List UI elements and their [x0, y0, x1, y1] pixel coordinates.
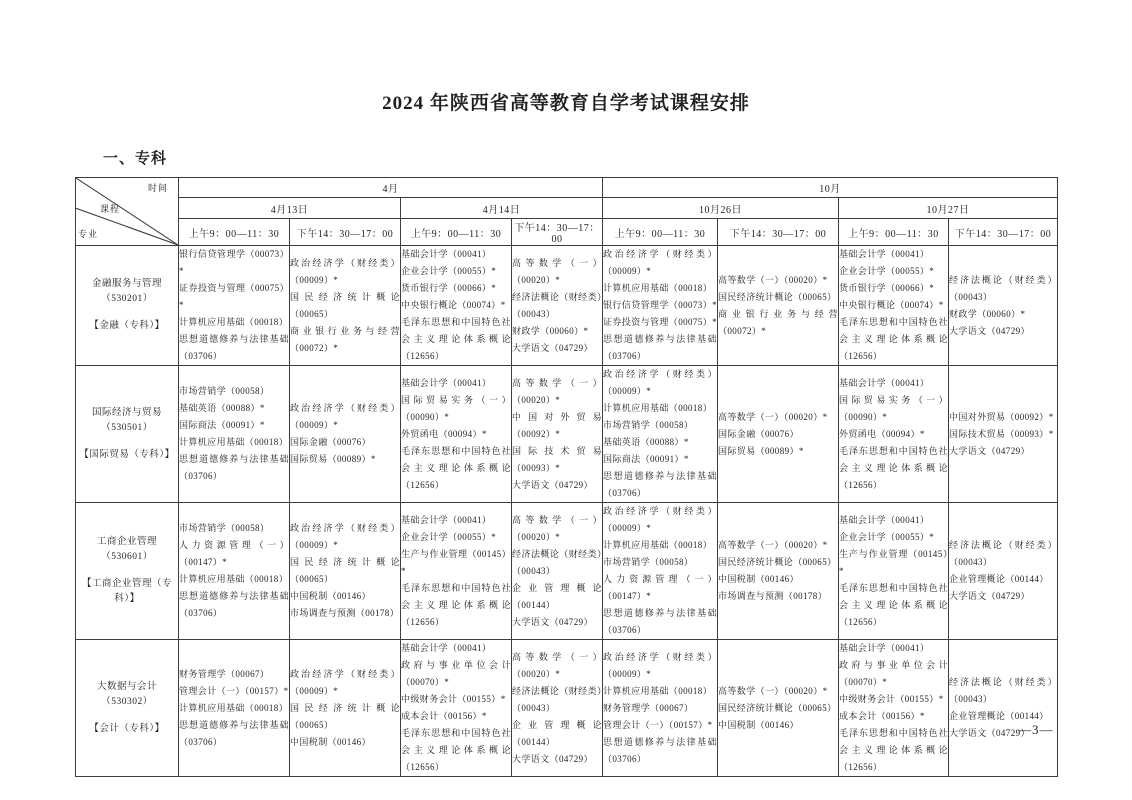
date-header: 4月14日 [401, 198, 603, 219]
schedule-cell [401, 640, 512, 777]
schedule-cell [512, 640, 603, 777]
course-item: 政治经济学（财经类）（00009）* [290, 403, 400, 430]
course-item: 政府与事业单位会计（00070）* [401, 660, 511, 687]
course-item: 高等数学（一）（00020）* [718, 540, 828, 550]
course-item: 经济法概论（财经类）（00043） [949, 540, 1057, 567]
course-item: 国民经济统计概论（00065） [718, 557, 837, 567]
course-item: 经济法概论（财经类）（00043） [949, 677, 1057, 704]
course-item: 生产与作业管理（00145）* [839, 548, 948, 576]
course-item: 计算机应用基础（00018） [179, 317, 289, 327]
course-item: 经济法概论（财经类）（00043） [512, 548, 602, 576]
course-item: 市场营销学（00058） [603, 420, 694, 430]
course-item: 高等数学（一）（00020）* [512, 651, 602, 679]
schedule-cell [290, 246, 401, 366]
schedule-cell [401, 366, 512, 503]
course-item: 基础会计学（00041） [839, 249, 930, 259]
session-header: 上午9：00—11：30 [179, 219, 290, 246]
schedule-cell [603, 640, 718, 777]
corner-label-time: 时间 [147, 183, 168, 193]
header-month-row [76, 178, 1058, 198]
schedule-cell [603, 366, 718, 503]
major-name: 国际经济与贸易（530501） [91, 407, 162, 433]
course-item: 思想道德修养与法律基础（03706） [603, 608, 717, 635]
table-row [76, 503, 1058, 640]
course-item: 基础英语（00088）* [603, 437, 689, 447]
course-item: 商业银行业务与经营（00072）* [718, 308, 838, 336]
date-header: 10月27日 [839, 198, 1058, 219]
course-item: 中国税制（00146） [290, 591, 371, 601]
corner-label-course: 课程 [100, 204, 121, 214]
month-header-october: 10月 [603, 178, 1058, 198]
course-item: 财务管理学（00067） [179, 668, 270, 679]
major-note: 【工商企业管理（专科）】 [81, 579, 172, 604]
course-item: 计算机应用基础（00018） [603, 403, 713, 413]
course-item: 国民经济统计概论（00065） [718, 702, 837, 713]
course-item: 毛泽东思想和中国特色社会主义理论体系概论（12656） [839, 728, 948, 772]
course-item: 政府与事业单位会计（00070）* [839, 660, 948, 687]
course-item: 企业会计学（00055）* [401, 266, 497, 276]
session-header: 上午9：00—11：30 [603, 219, 718, 246]
course-item: 毛泽东思想和中国特色社会主义理论体系概论（12656） [839, 582, 948, 627]
course-item: 国际技术贸易（00093）* [512, 445, 602, 473]
course-item: 管理会计（一）（00157）* [603, 719, 713, 730]
course-item: 企业管理概论（00144） [512, 582, 602, 610]
date-header: 10月26日 [603, 198, 839, 219]
schedule-body [76, 246, 1058, 777]
course-item: 企业管理概论（00144） [949, 711, 1049, 721]
course-item: 基础会计学（00041） [839, 643, 930, 653]
schedule-cell [512, 503, 603, 640]
schedule-cell [290, 503, 401, 640]
major-name: 大数据与会计（530302） [96, 681, 157, 707]
course-item: 人力资源管理（一）（00147）* [603, 574, 717, 601]
course-item: 基础会计学（00041） [401, 643, 492, 653]
session-header: 上午9：00—11：30 [839, 219, 949, 246]
course-item: 财政学（00060）* [949, 308, 1026, 319]
schedule-cell [949, 366, 1058, 503]
course-item: 国民经济统计概论（00065） [290, 291, 400, 319]
course-item: 毛泽东思想和中国特色社会主义理论体系概论（12656） [839, 445, 948, 490]
course-item: 大学语文（04729） [512, 479, 593, 490]
course-item: 中央银行概论（00074）* [401, 300, 506, 310]
course-item: 财政学（00060）* [512, 325, 589, 336]
course-item: 企业会计学（00055）* [839, 531, 935, 542]
course-item: 基础会计学（00041） [839, 514, 930, 525]
schedule-cell [839, 246, 949, 366]
page-number: —3— [1018, 722, 1054, 737]
major-note: 【金融（专科）】 [89, 321, 165, 331]
course-item: 经济法概论（财经类）（00043） [512, 291, 602, 319]
major-cell [76, 503, 179, 640]
course-item: 管理会计（一）（00157）* [179, 685, 289, 696]
course-item: 基础会计学（00041） [839, 377, 930, 388]
course-item: 经济法概论（财经类）（00043） [949, 274, 1057, 302]
session-header: 下午14：30—17：00 [718, 219, 839, 246]
course-item: 高等数学（一）（00020）* [718, 411, 828, 422]
course-item: 经济法概论（财经类）（00043） [512, 685, 602, 713]
schedule-cell [290, 640, 401, 777]
schedule-cell [512, 246, 603, 366]
course-item: 中级财务会计（00155）* [401, 694, 506, 704]
course-item: 高等数学（一）（00020）* [718, 685, 828, 696]
course-item: 企业会计学（00055）* [839, 266, 935, 276]
course-item: 毛泽东思想和中国特色社会主义理论体系概论（12656） [401, 728, 511, 772]
course-item: 大学语文（04729） [512, 342, 593, 353]
course-item: 政治经济学（财经类）（00009）* [603, 506, 717, 533]
course-item: 毛泽东思想和中国特色社会主义理论体系概论（12656） [839, 317, 948, 361]
course-item: 国民经济统计概论（00065） [290, 557, 400, 584]
course-item: 中级财务会计（00155）* [839, 694, 944, 704]
section-heading: 一、专科 [103, 151, 168, 167]
course-item: 大学语文（04729） [512, 616, 593, 627]
session-header: 上午9：00—11：30 [401, 219, 512, 246]
schedule-cell [179, 503, 290, 640]
major-cell [76, 640, 179, 777]
course-item: 货币银行学（00066）* [401, 283, 497, 293]
course-item: 中国对外贸易（00092）* [512, 411, 602, 439]
table-row [76, 246, 1058, 366]
course-item: 国际商法（00091）* [179, 420, 265, 430]
course-item: 政治经济学（财经类）（00009）* [603, 369, 717, 396]
course-item: 中央银行概论（00074）* [839, 300, 944, 310]
course-item: 生产与作业管理（00145）* [401, 548, 511, 576]
course-item: 中国税制（00146） [290, 736, 371, 747]
course-item: 企业管理概论（00144） [949, 574, 1049, 584]
course-item: 市场调查与预测（00178） [290, 608, 400, 618]
course-item: 毛泽东思想和中国特色社会主义理论体系概论（12656） [401, 582, 511, 627]
course-item: 大学语文（04729） [949, 591, 1030, 601]
course-item: 银行信贷管理学（00073）* [603, 300, 718, 310]
course-item: 高等数学（一）（00020）* [718, 274, 828, 285]
schedule-cell [401, 503, 512, 640]
course-item: 国际贸易实务（一）（00090）* [401, 394, 511, 422]
course-item: 基础会计学（00041） [401, 377, 492, 388]
course-item: 银行信贷管理学（00073）* [179, 249, 289, 276]
course-item: 中国对外贸易（00092）* [949, 411, 1054, 422]
course-item: 思想道德修养与法律基础（03706） [179, 454, 289, 481]
course-item: 政治经济学（财经类）（00009）* [603, 651, 717, 679]
schedule-cell [603, 246, 718, 366]
course-item: 基础会计学（00041） [401, 514, 492, 525]
schedule-cell [290, 366, 401, 503]
course-item: 市场营销学（00058） [179, 523, 270, 533]
course-item: 国民经济统计概论（00065） [718, 291, 837, 302]
course-item: 企业会计学（00055）* [401, 531, 497, 542]
course-item: 国际金融（00076） [718, 428, 799, 439]
schedule-cell [512, 366, 603, 503]
course-item: 计算机应用基础（00018） [179, 437, 289, 447]
course-item: 计算机应用基础（00018） [603, 685, 713, 696]
course-item: 毛泽东思想和中国特色社会主义理论体系概论（12656） [401, 317, 511, 361]
exam-schedule-table [75, 177, 1058, 777]
course-item: 证券投资与管理（00075）* [603, 317, 718, 327]
course-item: 市场营销学（00058） [179, 386, 270, 396]
course-item: 人力资源管理（一）（00147）* [179, 540, 289, 567]
course-item: 外贸函电（00094）* [401, 428, 487, 439]
course-item: 中国税制（00146） [718, 719, 799, 730]
course-item: 政治经济学（财经类）（00009）* [290, 257, 400, 285]
course-item: 政治经济学（财经类）（00009）* [290, 668, 400, 696]
schedule-cell [179, 366, 290, 503]
course-item: 大学语文（04729） [949, 445, 1030, 456]
course-item: 市场营销学（00058） [603, 557, 694, 567]
corner-label-major: 专业 [78, 229, 99, 239]
course-item: 政治经济学（财经类）（00009）* [290, 523, 400, 550]
table-row [76, 640, 1058, 777]
course-item: 财务管理学（00067） [603, 702, 694, 713]
course-item: 成本会计（00156）* [401, 711, 487, 721]
major-note: 【会计（专科）】 [89, 723, 165, 734]
course-item: 大学语文（04729） [949, 728, 1030, 738]
schedule-cell [718, 246, 839, 366]
course-item: 大学语文（04729） [512, 753, 593, 764]
session-header: 下午14：30—17：00 [949, 219, 1058, 246]
course-item: 高等数学（一）（00020）* [512, 257, 602, 285]
course-item: 成本会计（00156）* [839, 711, 925, 721]
schedule-cell [718, 503, 839, 640]
schedule-cell [179, 640, 290, 777]
course-item: 思想道德修养与法律基础（03706） [179, 334, 289, 361]
course-item: 市场调查与预测（00178） [718, 591, 828, 601]
major-cell [76, 366, 179, 503]
course-item: 思想道德修养与法律基础（03706） [179, 591, 289, 618]
major-note: 【国际贸易（专科）】 [79, 449, 175, 460]
course-item: 高等数学（一）（00020）* [512, 377, 602, 405]
course-item: 大学语文（04729） [949, 325, 1030, 336]
course-item: 计算机应用基础（00018） [603, 283, 713, 293]
course-item: 证券投资与管理（00075）* [179, 283, 289, 310]
session-header: 下午14：30—17：00 [512, 219, 603, 246]
schedule-cell [603, 503, 718, 640]
course-item: 国民经济统计概论（00065） [290, 702, 400, 730]
schedule-cell [401, 246, 512, 366]
course-item: 国际技术贸易（00093）* [949, 428, 1054, 439]
course-item: 政治经济学（财经类）（00009）* [603, 249, 717, 276]
schedule-cell [179, 246, 290, 366]
course-item: 国际金融（00076） [290, 437, 371, 447]
month-header-april: 4月 [179, 178, 603, 198]
course-item: 国际贸易实务（一）（00090）* [839, 394, 948, 422]
course-item: 计算机应用基础（00018） [179, 702, 289, 713]
table-row [76, 366, 1058, 503]
session-header: 下午14：30—17：00 [290, 219, 401, 246]
major-name: 金融服务与管理（530201） [91, 279, 162, 304]
major-name: 工商企业管理（530601） [96, 537, 157, 562]
course-item: 思想道德修养与法律基础（03706） [603, 471, 717, 498]
course-item: 企业管理概论（00144） [512, 719, 602, 747]
page-title: 2024 年陕西省高等教育自学考试课程安排 [382, 93, 750, 114]
course-item: 国际贸易（00089）* [718, 445, 804, 456]
course-item: 思想道德修养与法律基础（03706） [603, 736, 717, 764]
header-date-row [76, 198, 1058, 219]
course-item: 外贸函电（00094）* [839, 428, 925, 439]
course-item: 思想道德修养与法律基础（03706） [179, 719, 289, 747]
course-item: 高等数学（一）（00020）* [512, 514, 602, 542]
schedule-cell [839, 640, 949, 777]
header-session-row [76, 219, 1058, 246]
course-item: 国际商法（00091）* [603, 454, 689, 464]
course-item: 中国税制（00146） [718, 574, 799, 584]
schedule-cell [949, 246, 1058, 366]
schedule-cell [718, 640, 839, 777]
course-item: 毛泽东思想和中国特色社会主义理论体系概论（12656） [401, 445, 511, 490]
course-item: 计算机应用基础（00018） [179, 574, 289, 584]
course-item: 计算机应用基础（00018） [603, 540, 713, 550]
course-item: 商业银行业务与经营（00072）* [290, 325, 400, 353]
course-item: 基础会计学（00041） [401, 249, 492, 259]
date-header: 4月13日 [179, 198, 401, 219]
schedule-cell [839, 503, 949, 640]
major-cell [76, 246, 179, 366]
schedule-cell [949, 503, 1058, 640]
course-item: 基础英语（00088）* [179, 403, 265, 413]
course-item: 思想道德修养与法律基础（03706） [603, 334, 717, 361]
course-item: 货币银行学（00066）* [839, 283, 935, 293]
course-item: 国际贸易（00089）* [290, 454, 376, 464]
schedule-cell [718, 366, 839, 503]
schedule-cell [839, 366, 949, 503]
corner-header-cell [76, 178, 179, 246]
schedule-cell [949, 640, 1058, 777]
